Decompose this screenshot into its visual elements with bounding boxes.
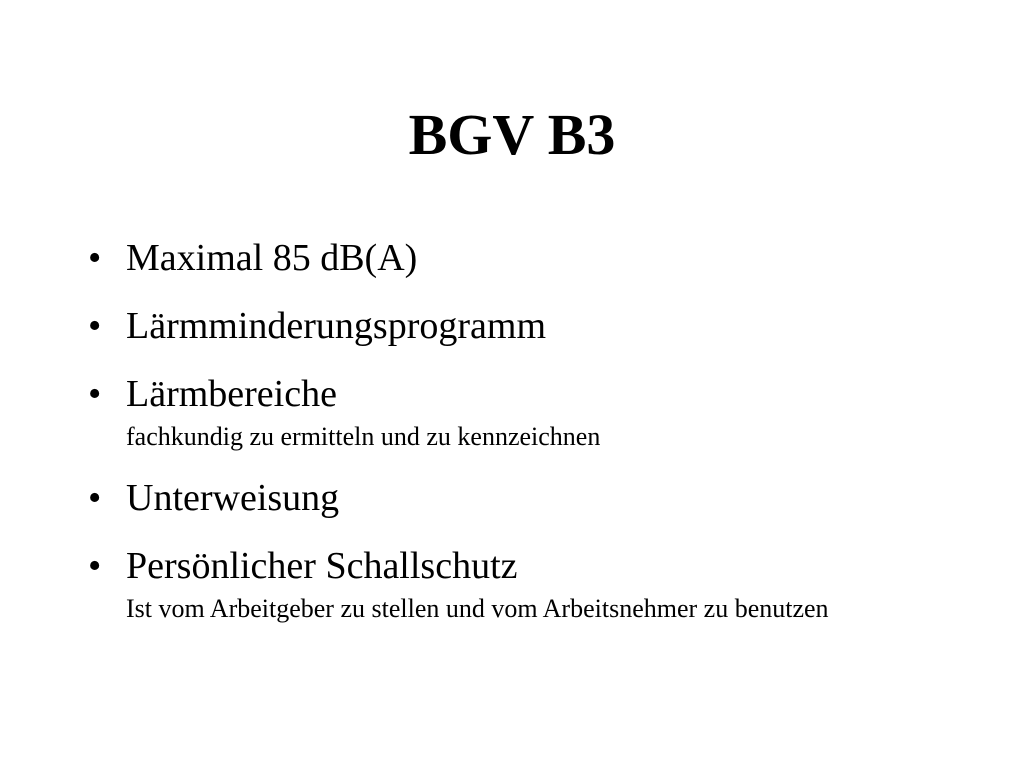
bullet-subtext: Ist vom Arbeitgeber zu stellen und vom Arbeitsnehmer zu benutzen: [126, 594, 829, 623]
bullet-item: [88, 300, 948, 352]
bullet-item: [88, 540, 948, 628]
bullet-dot-icon: •: [88, 545, 102, 587]
bullet-dot-icon: •: [88, 237, 102, 279]
bullet-subtext: fachkundig zu ermitteln und zu kennzeichnen: [126, 422, 601, 451]
bullet-item: [88, 368, 948, 456]
bullet-text: Lärmbereiche: [126, 373, 337, 415]
bullet-dot-icon: •: [88, 305, 102, 347]
bullet-text: Unterweisung: [126, 477, 340, 519]
bullet-text: Maximal 85 dB(A): [126, 237, 418, 279]
bullet-text: Persönlicher Schallschutz: [126, 545, 518, 587]
bullet-dot-icon: •: [88, 477, 102, 519]
bullet-item: [88, 232, 948, 284]
bullet-item: [88, 472, 948, 524]
slide-title: BGV B3: [408, 102, 616, 167]
bullet-list: [88, 232, 948, 644]
bullet-text: Lärmminderungsprogramm: [126, 305, 547, 347]
bullet-dot-icon: •: [88, 373, 102, 415]
